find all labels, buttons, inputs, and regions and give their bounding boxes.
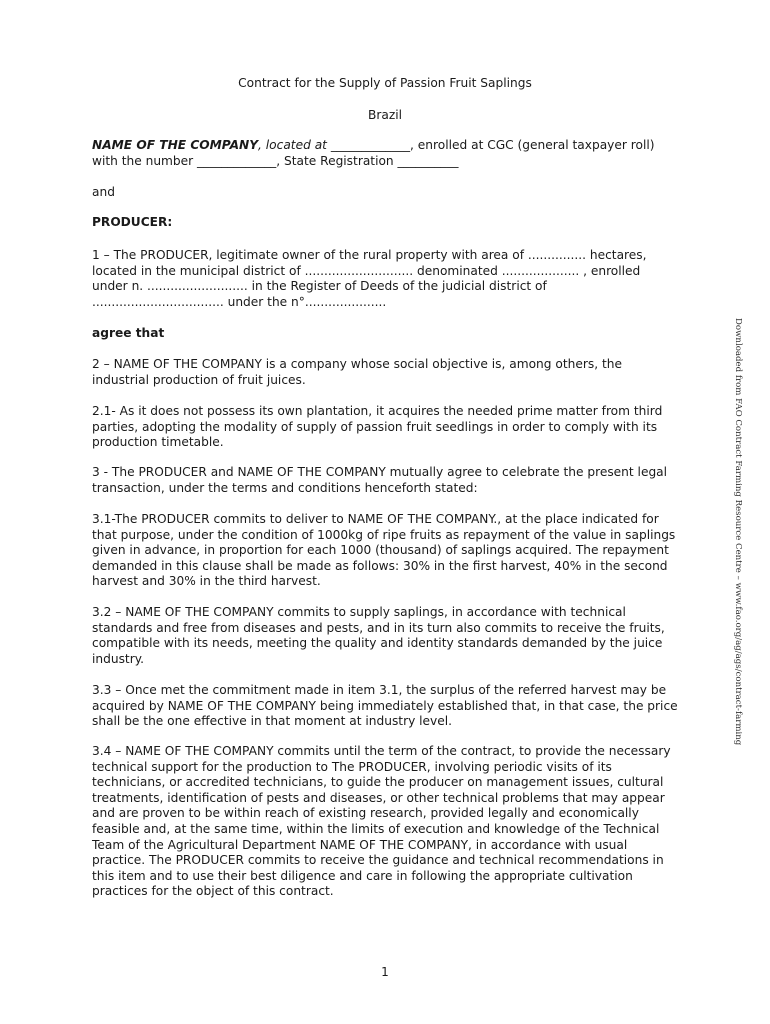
intro-paragraph: NAME OF THE COMPANY, located at _____________, enrolled at CGC (general taxpayer roll) with the number _____________, State Registration __________ xyxy=(92,138,655,168)
located-at: located at xyxy=(265,138,327,152)
intro-rest: _____________, enrolled at CGC (general taxpayer roll) with the number _____________, State Registration __________ xyxy=(92,138,655,168)
document-country: Brazil xyxy=(367,108,402,122)
clause-3-2: 3.2 – NAME OF THE COMPANY commits to supply saplings, in accordance with technical standards and free from diseases and pests, and in its turn also commits to receive the fruits, compatible with its needs, meeting the quality and identity standards demanded by the juice industry. xyxy=(92,605,665,666)
producer-label: PRODUCER: xyxy=(92,215,173,229)
page-number: 1 xyxy=(381,965,389,979)
clause-3: 3 - The PRODUCER and NAME OF THE COMPANY mutually agree to celebrate the present legal transaction, under the terms and conditions henceforth stated: xyxy=(92,465,668,495)
clause-3-4: 3.4 – NAME OF THE COMPANY commits until the term of the contract, to provide the necessary technical support for the production to The PRODUCER, involving periodic visits of its technicians, or accredited technicians, to guide the producer on management issues, cultural treatments, identification of pests and diseases, or other technical problems that may appear and are proven to be within reach of existing research, provided legally and economically feasible and, at the same time, within the limits of execution and knowledge of the Technical Team of the Agricultural Department NAME OF THE COMPANY, in accordance with usual practice. The PRODUCER commits to receive the guidance and technical recommendations in this item and to use their best diligence and care in following the appropriate cultivation practices for the object of this contract. xyxy=(92,744,671,899)
clause-2-1: 2.1- As it does not possess its own plantation, it acquires the needed prime matter from third parties, adopting the modality of supply of passion fruit seedlings in order to comply with its production timetable. xyxy=(92,404,663,450)
download-notice xyxy=(733,318,747,746)
and-text: and xyxy=(92,185,115,199)
company-name: NAME OF THE COMPANY xyxy=(92,138,259,152)
clause-3-1: 3.1-The PRODUCER commits to deliver to NAME OF THE COMPANY., at the place indicated for that purpose, under the condition of 1000kg of ripe fruits as repayment of the value in saplings given in advance, in proportion for each 1000 (thousand) of saplings acquired. The repayment demanded in this clause shall be made as follows: 30% in the first harvest, 40% in the second harvest and 30% in the third harvest. xyxy=(92,512,676,589)
clause-3-3: 3.3 – Once met the commitment made in item 3.1, the surplus of the referred harvest may be acquired by NAME OF THE COMPANY being immediately established that, in that case, the price shall be the one effective in that moment at industry level. xyxy=(92,683,678,729)
document-title: Contract for the Supply of Passion Fruit Saplings xyxy=(238,76,532,90)
clause-2: 2 – NAME OF THE COMPANY is a company whose social objective is, among others, the industrial production of fruit juices. xyxy=(92,357,622,387)
agree-that: agree that xyxy=(92,326,165,340)
download-notice-text: Downloaded from FAO Contract Farming Resource Centre – www.fao.org/ag/ags/contract-farming xyxy=(733,318,743,746)
clause-1: 1 – The PRODUCER, legitimate owner of the rural property with area of ............... hectares, located in the municipal district of ............................ denominated .................... , enrolled under n. .......................... in the Register of Deeds of the judicial district of .................................. under the n°..................... xyxy=(92,248,647,309)
